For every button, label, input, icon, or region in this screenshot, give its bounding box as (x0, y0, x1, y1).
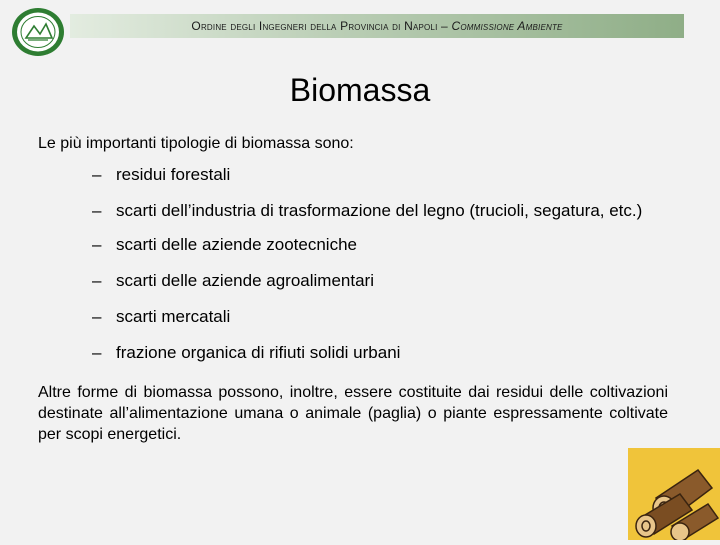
header-org: Ordine degli Ingegneri della Provincia di Napoli (191, 19, 438, 33)
list-item (92, 200, 668, 222)
header-text (191, 19, 562, 33)
slide-closing-paragraph: Altre forme di biomassa possono, inoltre, essere costituite dai residui delle coltivazioni destinate all’alimentazione umana o animale (paglia) o piante espressamente coltivate per scopi energetici. (38, 384, 668, 443)
list-item-text: frazione organica di rifiuti solidi urbani (116, 343, 401, 362)
list-item (92, 234, 668, 256)
list-item-text: scarti delle aziende agroalimentari (116, 271, 374, 290)
bullet-dash: – (92, 307, 102, 326)
list-item-text: scarti dell’industria di trasformazione del legno (trucioli, segatura, etc.) (116, 201, 643, 220)
bullet-dash: – (92, 271, 102, 290)
list-item (92, 306, 668, 328)
wood-logs-icon (628, 448, 720, 540)
bullet-dash: – (92, 235, 102, 254)
bullet-dash: – (92, 165, 102, 184)
biomass-type-list (92, 164, 668, 378)
order-logo-icon (10, 6, 66, 58)
bullet-dash: – (92, 201, 102, 220)
list-item (92, 270, 668, 292)
slide-title: Biomassa (289, 72, 431, 108)
list-item (92, 164, 668, 186)
list-item-text: residui forestali (116, 165, 231, 184)
list-item-text: scarti delle aziende zootecniche (116, 235, 357, 254)
slide-intro: Le più importanti tipologie di biomassa sono: (38, 135, 354, 152)
header-commission: Commissione Ambiente (451, 19, 563, 33)
header-banner (70, 14, 684, 38)
list-item (92, 342, 668, 364)
list-item-text: scarti mercatali (116, 307, 231, 326)
header-separator: – (437, 19, 452, 33)
bullet-dash: – (92, 343, 102, 362)
